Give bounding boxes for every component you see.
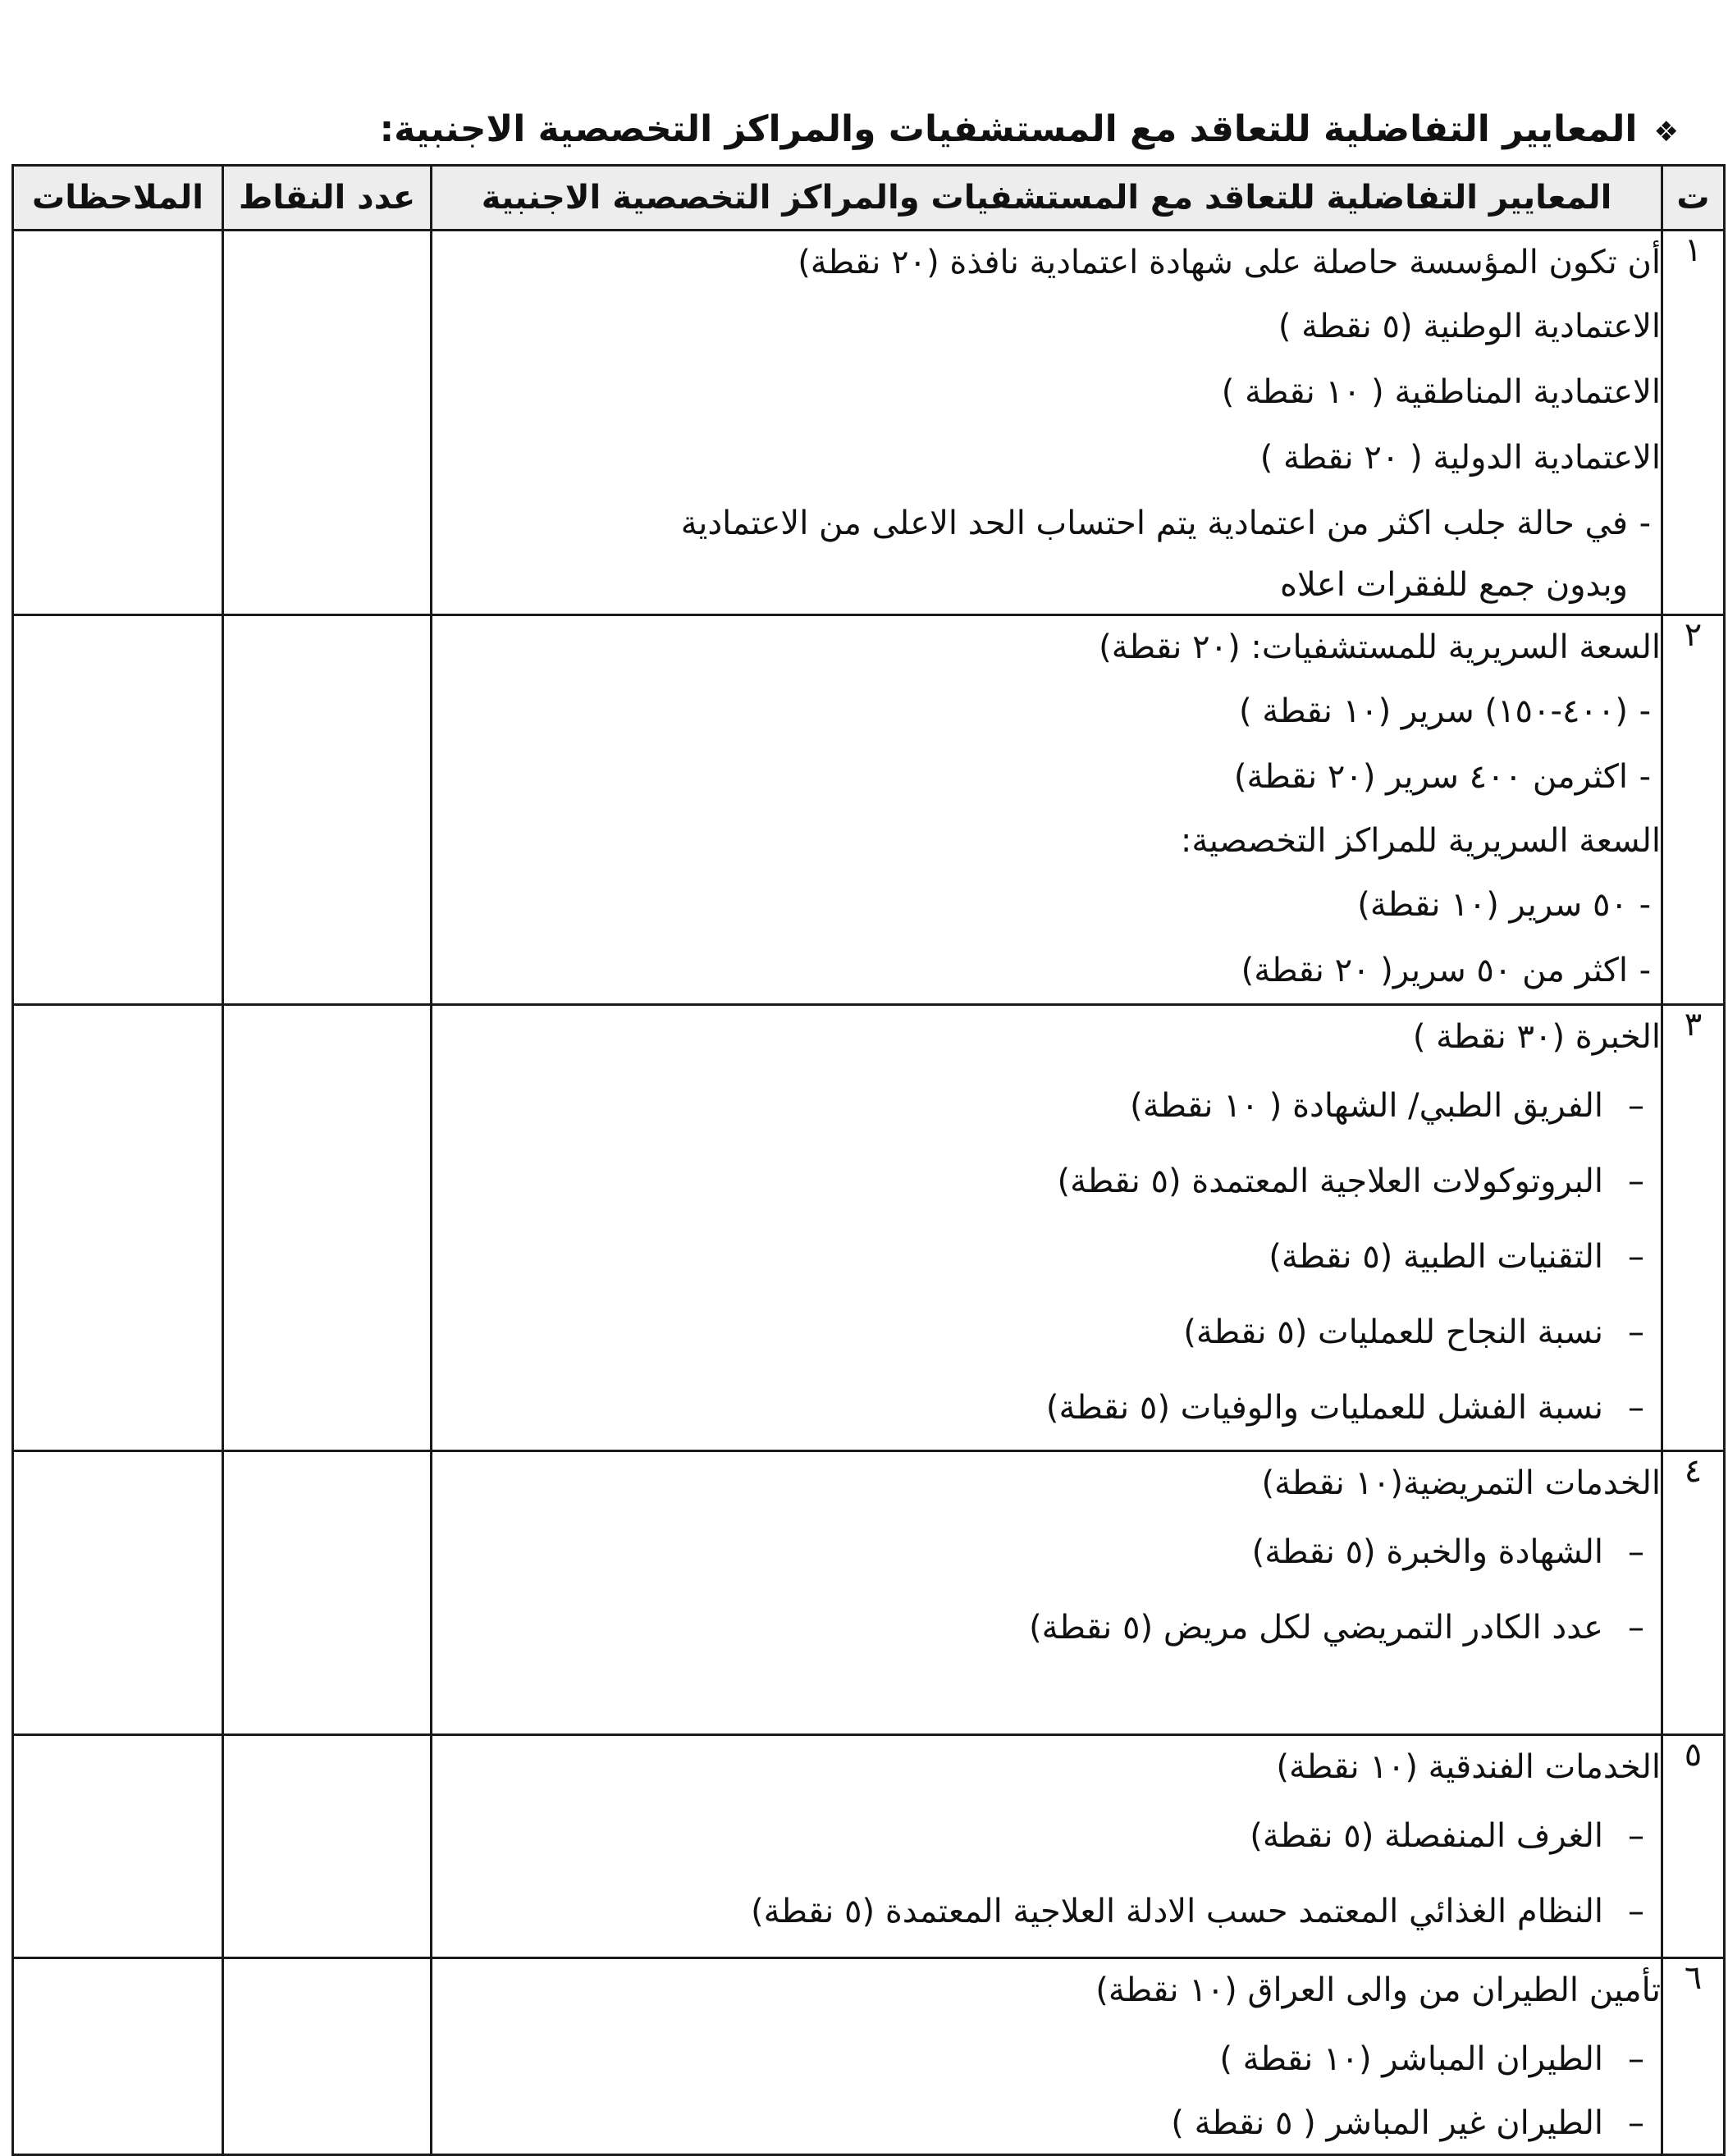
notes-cell	[13, 615, 223, 1005]
criterion-item: – الغرف المنفصلة (٥ نقطة)	[432, 1798, 1661, 1874]
notes-cell	[13, 1451, 223, 1735]
points-cell	[223, 1735, 432, 1958]
table-row	[13, 1451, 1725, 1735]
criteria-cell	[432, 1735, 1662, 1958]
criterion-heading: الخدمات الفندقية (١٠ نقطة)	[1276, 1748, 1661, 1786]
column-header-points: عدد النقاط	[223, 166, 432, 231]
criterion-item: – الشهادة والخبرة (٥ نقطة)	[432, 1514, 1661, 1590]
criterion-item: الاعتمادية الدولية ( ٢٠ نقطة )	[1259, 439, 1661, 477]
criterion-item: – الطيران المباشر (١٠ نقطة )	[432, 2021, 1661, 2097]
column-header-notes: الملاحظات	[13, 166, 223, 231]
notes-cell	[13, 1005, 223, 1451]
points-cell	[223, 1958, 432, 2155]
criterion-item: الاعتمادية الوطنية (٥ نقطة )	[1278, 308, 1661, 345]
criterion-item: – النظام الغذائي المعتمد حسب الادلة العلاجية المعتمدة (٥ نقطة)	[432, 1874, 1661, 1949]
document-heading	[328, 97, 1679, 165]
diamond-bullet-icon: ❖	[1653, 116, 1679, 148]
criteria-table	[11, 164, 1726, 2156]
table-row	[13, 1005, 1725, 1451]
criterion-item: - ٥٠ سرير (١٠ نقطة)	[432, 872, 1661, 938]
criterion-item: - اكثر من ٥٠ سرير( ٢٠ نقطة)	[432, 938, 1661, 1003]
points-cell	[223, 1451, 432, 1735]
table-row	[13, 1735, 1725, 1958]
criterion-heading: الخبرة (٣٠ نقطة )	[1412, 1018, 1661, 1056]
criterion-heading: السعة السريرية للمستشفيات: (٢٠ نقطة)	[1099, 628, 1661, 666]
points-cell	[223, 1005, 432, 1451]
points-cell	[223, 231, 432, 615]
notes-cell	[13, 231, 223, 615]
criterion-item: – الطيران غير المباشر ( ٥ نقطة )	[432, 2097, 1661, 2149]
column-header-num: ت	[1662, 166, 1725, 231]
criterion-item: – عدد الكادر التمريضي لكل مريض (٥ نقطة)	[432, 1590, 1661, 1665]
table-row	[13, 231, 1725, 615]
criterion-subheading: السعة السريرية للمراكز التخصصية:	[1180, 822, 1661, 860]
notes-cell	[13, 1958, 223, 2155]
criterion-note-continued: وبدون جمع للفقرات اعلاه	[1280, 566, 1628, 604]
criteria-cell	[432, 615, 1662, 1005]
table-row	[13, 1958, 1725, 2155]
table-header-row	[13, 166, 1725, 231]
row-number: ٦	[1662, 1958, 1725, 2155]
notes-cell	[13, 1735, 223, 1958]
criterion-item: – نسبة النجاح للعمليات (٥ نقطة)	[432, 1295, 1661, 1370]
criterion-item: الاعتمادية المناطقية ( ١٠ نقطة )	[1221, 373, 1661, 411]
criterion-note: - في حالة جلب اكثر من اعتمادية يتم احتساب الحد الاعلى من الاعتمادية	[432, 491, 1661, 556]
row-number: ٥	[1662, 1735, 1725, 1958]
criterion-item: – البروتوكولات العلاجية المعتمدة (٥ نقطة)	[432, 1144, 1661, 1219]
criterion-heading: تأمين الطيران من والى العراق (١٠ نقطة)	[1095, 1971, 1661, 2009]
row-number: ١	[1662, 231, 1725, 615]
criteria-cell	[432, 1005, 1662, 1451]
table-row	[13, 615, 1725, 1005]
points-cell	[223, 615, 432, 1005]
column-header-criteria: المعايير التفاضلية للتعاقد مع المستشفيات والمراكز التخصصية الاجنبية	[432, 166, 1662, 231]
row-number: ٤	[1662, 1451, 1725, 1735]
row-number: ٢	[1662, 615, 1725, 1005]
heading-text: المعايير التفاضلية للتعاقد مع المستشفيات والمراكز التخصصية الاجنبية:	[379, 108, 1638, 150]
criterion-item: - (٤٠٠-١٥٠) سرير (١٠ نقطة )	[432, 678, 1661, 744]
criterion-item: – الفريق الطبي/ الشهادة ( ١٠ نقطة)	[432, 1068, 1661, 1144]
criterion-item: – نسبة الفشل للعمليات والوفيات (٥ نقطة)	[432, 1370, 1661, 1446]
criterion-heading: الخدمات التمريضية(١٠ نقطة)	[1261, 1464, 1661, 1502]
criteria-cell	[432, 231, 1662, 615]
criteria-cell	[432, 1451, 1662, 1735]
criterion-heading: أن تكون المؤسسة حاصلة على شهادة اعتمادية نافذة (٢٠ نقطة)	[798, 244, 1661, 281]
criterion-item: - اكثرمن ٤٠٠ سرير (٢٠ نقطة)	[432, 744, 1661, 810]
criteria-cell	[432, 1958, 1662, 2155]
row-number: ٣	[1662, 1005, 1725, 1451]
criterion-item: – التقنيات الطبية (٥ نقطة)	[432, 1219, 1661, 1295]
